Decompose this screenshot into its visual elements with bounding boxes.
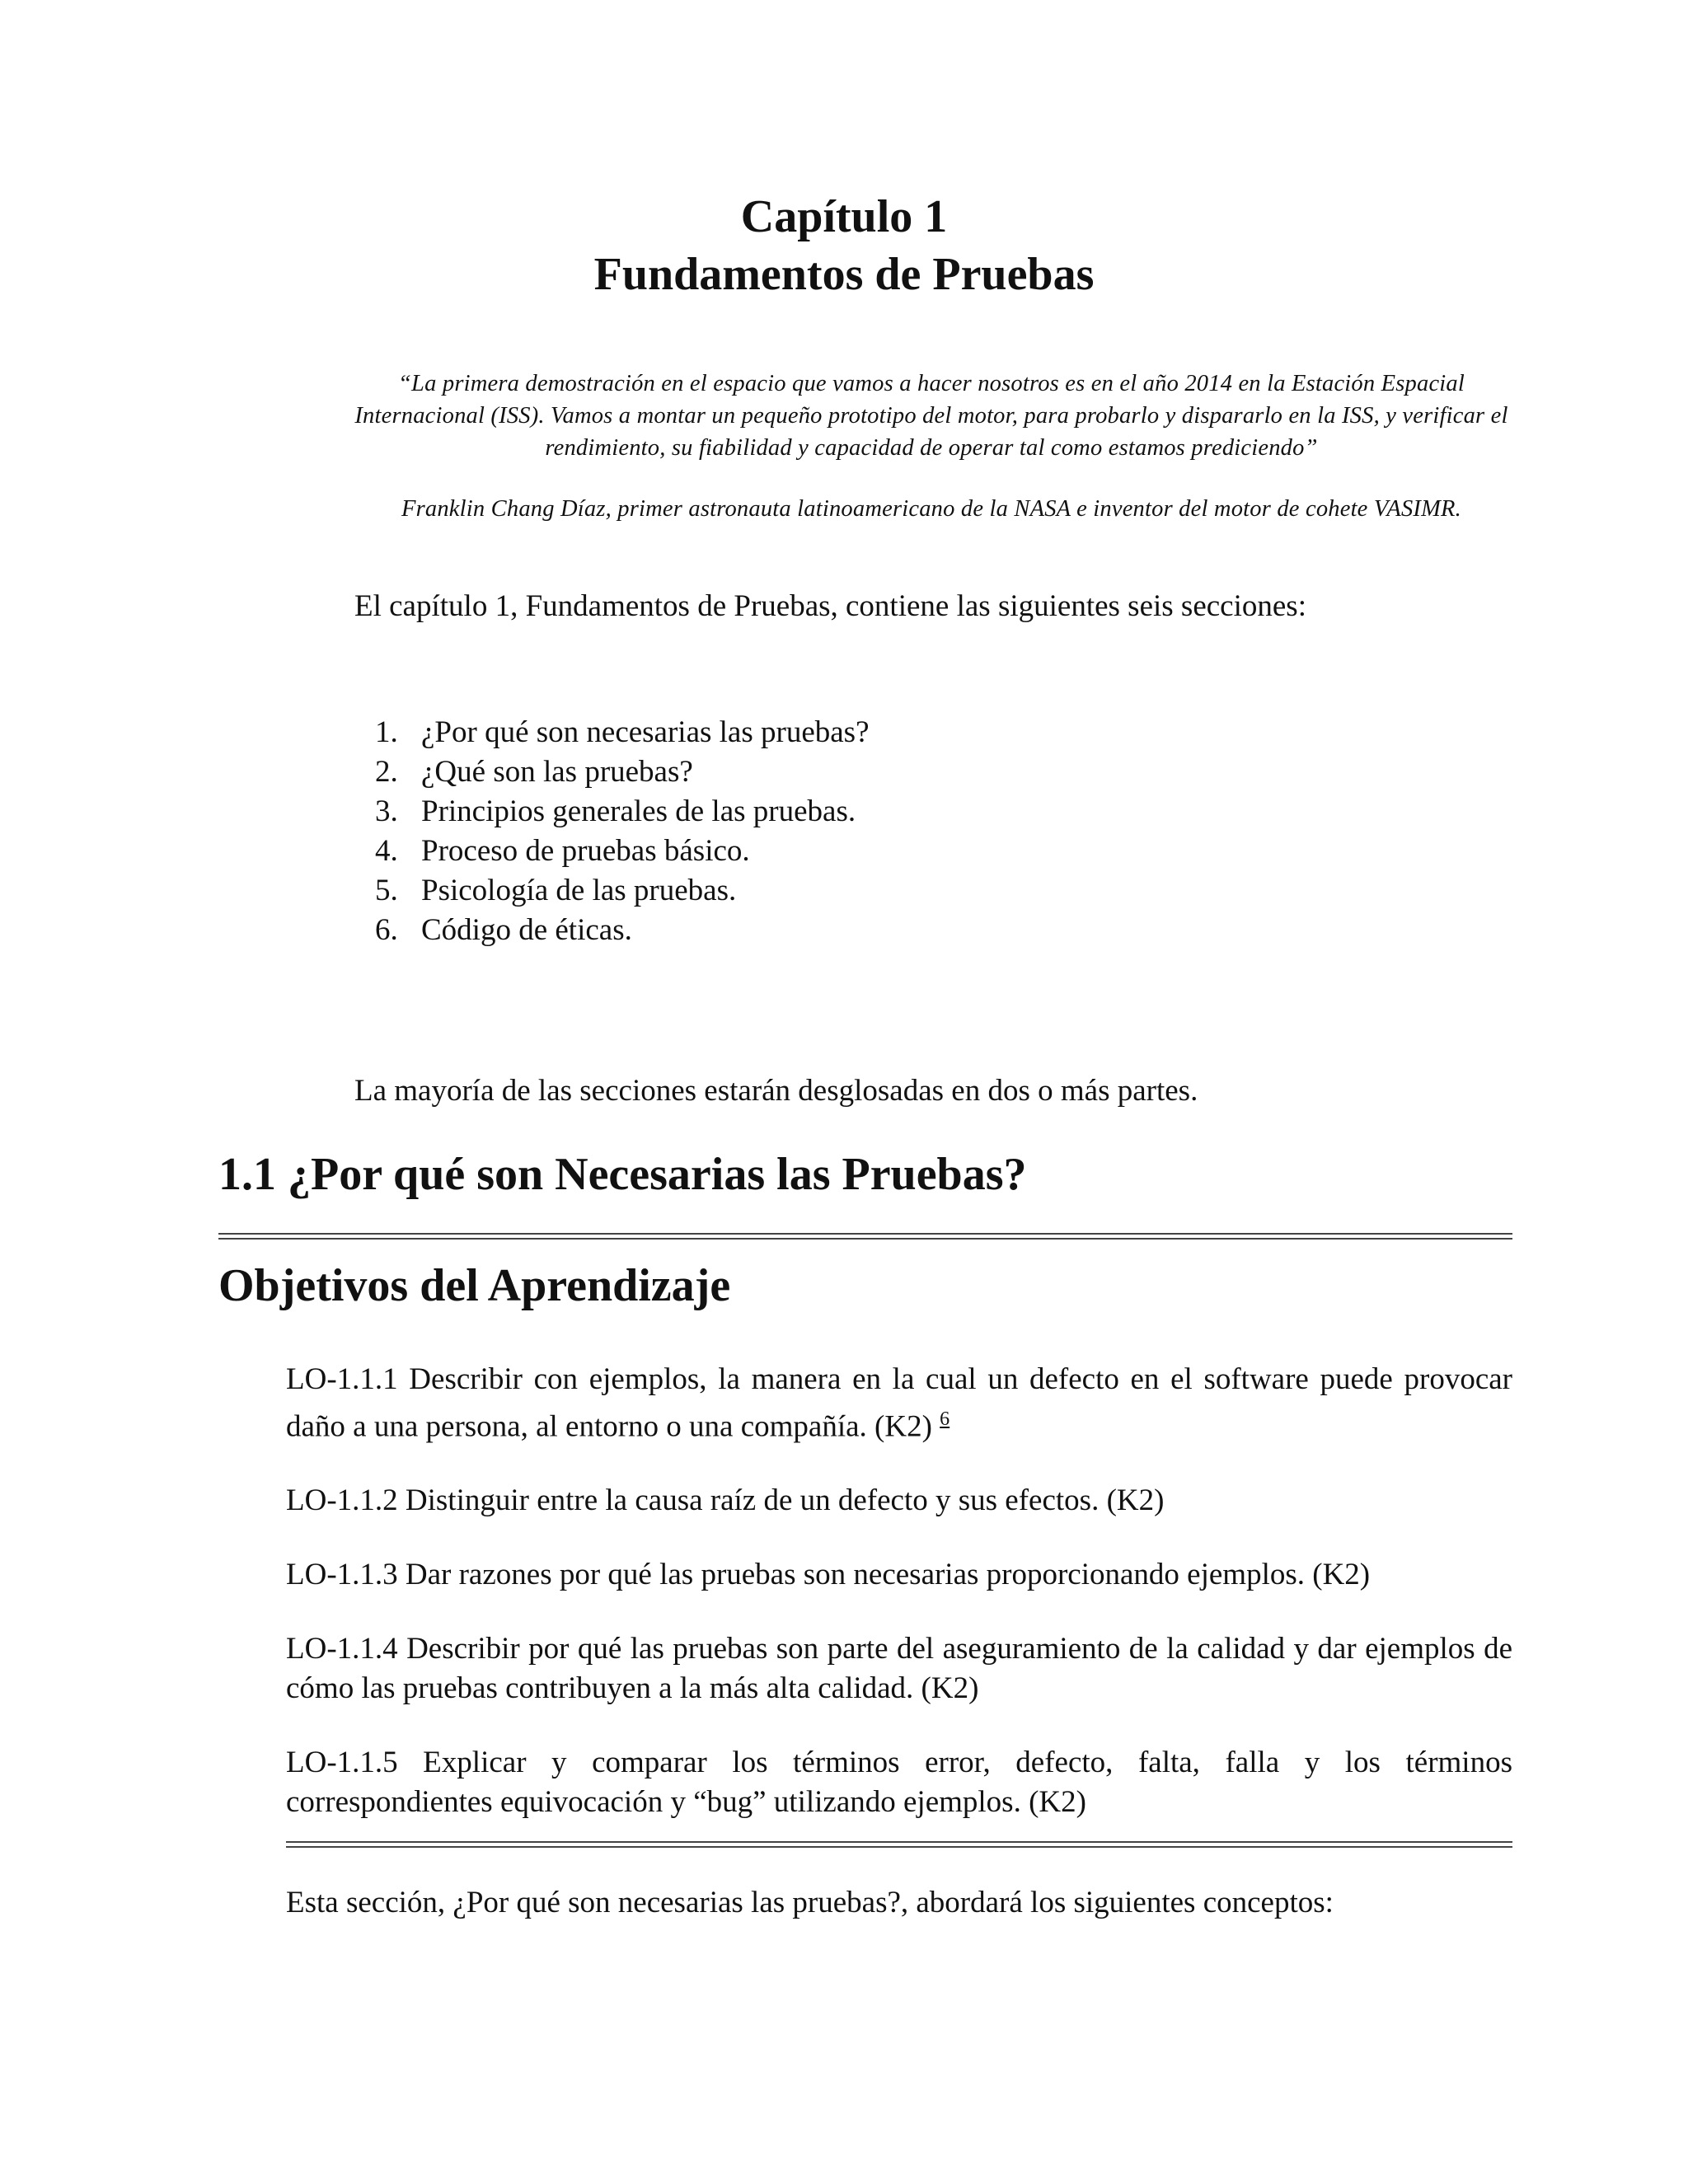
list-item: 5. Psicología de las pruebas. [375,874,737,907]
intro-paragraph: El capítulo 1, Fundamentos de Pruebas, contiene las siguientes seis secciones: [354,589,1306,623]
chapter-label: Capítulo 1 [740,191,948,242]
section-heading: 1.1 ¿Por qué son Necesarias las Pruebas? [218,1149,1027,1200]
epigraph-author: Franklin Chang Díaz, primer astronauta latinoamericano de la NASA e inventor del motor de cohete VASIMR. [401,496,1461,522]
closing-paragraph: Esta sección, ¿Por qué son necesarias las pruebas?, abordará los siguientes conceptos: [286,1886,1334,1919]
divider [286,1841,1512,1848]
objective-item: LO-1.1.1 Describir con ejemplos, la manera en la cual un defecto en el software puede provocar daño a una persona, al entorno o una compañía. (K2) $^6$ [286,1362,1512,1444]
chapter-name: Fundamentos de Pruebas [593,249,1095,300]
section-list [375,713,870,950]
list-item: 3. Principios generales de las pruebas. [375,794,856,828]
divider [218,1233,1512,1240]
objective-item: LO-1.1.3 Dar razones por qué las pruebas son necesarias proporcionando ejemplos. (K2) [286,1558,1371,1592]
chapter-title [0,188,1688,303]
objective-item: LO-1.1.5 Explicar y comparar los términos error, defecto, falta, falla y los términos correspondientes equivocación y “bug” utilizando ejemplos. (K2) [286,1746,1512,1820]
objective-item: LO-1.1.4 Describir por qué las pruebas son parte del aseguramiento de la calidad y dar ejemplos de cómo las pruebas contribuyen a la más alta calidad. (K2) [286,1632,1512,1706]
epigraph-quote: “La primera demostración en el espacio que vamos a hacer nosotros es en el año 2014 en la Estación Espacial Internacional (ISS). Vamos a montar un pequeño prototipo del motor, para probarlo y dispararlo en la ISS, y verificar el rendimiento, su fiabilidad y capacidad de operar tal como estamos prediciendo” [354,371,1508,461]
list-item: 4. Proceso de pruebas básico. [375,834,750,868]
footnote-link[interactable]: 6 [940,1408,950,1430]
objectives-heading: Objetivos del Aprendizaje [218,1260,731,1311]
list-item: 6. Código de éticas. [375,913,632,947]
list-item: 1. ¿Por qué son necesarias las pruebas? [375,715,870,749]
list-item: 2. ¿Qué son las pruebas? [375,755,693,789]
objectives-list [286,1360,1512,1857]
objective-item: LO-1.1.2 Distinguir entre la causa raíz de un defecto y sus efectos. (K2) [286,1483,1165,1518]
outro-paragraph: La mayoría de las secciones estarán desglosadas en dos o más partes. [354,1074,1198,1108]
